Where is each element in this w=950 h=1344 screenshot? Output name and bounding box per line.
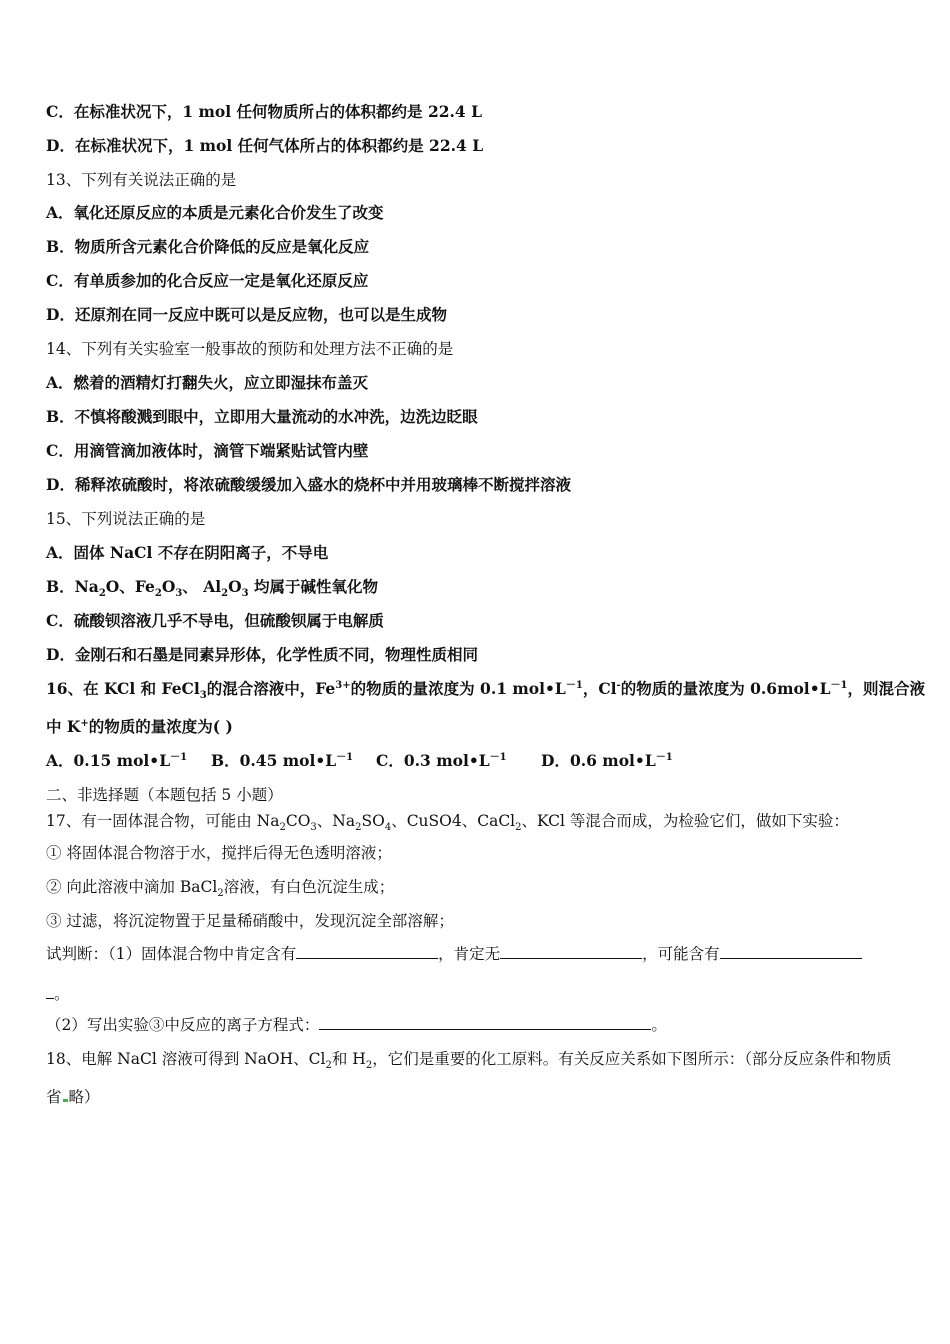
q17-part-2: （2）写出实验③中反应的离子方程式： 。 [46,1016,667,1034]
q17-step-1: ① 将固体混合物溶于水，搅拌后得无色透明溶液； [46,844,392,862]
q16-option-a: A．0.15 $mol•L^{-1}$ [46,751,188,770]
green-mark-icon [63,1099,68,1102]
answer-blank-possible[interactable] [720,943,862,959]
q14-option-d: D．稀释浓硫酸时，将浓硫酸缓缓加入盛水的烧杯中并用玻璃棒不断搅拌溶液 [46,475,571,494]
q16-stem-line2: 中 K+的物质的量浓度为( ) [46,717,233,736]
q15-option-d: D．金刚石和石墨是同素异形体，化学性质不同，物理性质相同 [46,645,478,664]
q15-option-b: B．$Na_2O$、$Fe_2O_3$、 $Al_2O_3$ 均属于碱性氧化物 [46,577,378,600]
section-2-heading: 二、非选择题（本题包括 5 小题） [46,786,283,804]
q14-stem: 14、下列有关实验室一般事故的预防和处理方法不正确的是 [46,340,454,358]
q15-stem: 15、下列说法正确的是 [46,510,206,528]
q17-step-3: ③ 过滤，将沉淀物置于足量稀硝酸中，发现沉淀全部溶解； [46,912,454,930]
q16-option-b: B．0.45 $mol•L^{-1}$ [211,751,354,770]
q18-stem-line1: 18、电解 NaCl 溶液可得到 NaOH、$Cl_2$和 $H_2$，它们是重要的化工原料。有关反应关系如下图所示：（部分反应条件和物质 [46,1050,892,1072]
q13-option-a: A．氧化还原反应的本质是元素化合价发生了改变 [46,203,384,222]
q13-option-d: D．还原剂在同一反应中既可以是反应物，也可以是生成物 [46,305,447,324]
q17-step-2: ② 向此溶液中滴加 BaCl$_2$溶液，有白色沉淀生成； [46,878,395,900]
answer-blank-ionic-equation[interactable] [319,1014,651,1030]
q17-stem: 17、有一固体混合物，可能由 $Na_2CO_3$、$Na_2SO_4$、CuSO4、CaCl$_2$、KCl 等混合而成，为检验它们，做如下实验： [46,812,849,834]
q14-option-c: C．用滴管滴加液体时，滴管下端紧贴试管内壁 [46,441,369,460]
q13-option-b: B．物质所含元素化合价降低的反应是氧化反应 [46,237,370,256]
q16-option-d: D．0.6 $mol•L^{-1}$ [541,751,673,770]
q16-option-c: C．0.3 $mol•L^{-1}$ [376,751,507,770]
q13-stem: 13、下列有关说法正确的是 [46,171,237,189]
answer-blank-contains[interactable] [296,943,438,959]
q13-option-c: C．有单质参加的化合反应一定是氧化还原反应 [46,271,369,290]
q12-option-d: D．在标准状况下，1 mol 任何气体所占的体积都约是 22.4 L [46,136,484,155]
answer-blank-continued[interactable] [46,983,54,999]
q17-judge-end: 。 [46,983,70,1005]
q17-judge-part1: 试判断：（1）固体混合物中肯定含有 ，肯定无 ，可能含有 [46,943,862,965]
answer-blank-excludes[interactable] [500,943,642,959]
q16-options [46,750,673,772]
q14-option-a: A．燃着的酒精灯打翻失火，应立即湿抹布盖灭 [46,373,369,392]
q16-stem-line1: 16、在 KCl 和 FeCl$_3$的混合溶液中，$Fe^{3+}$的物质的量浓度为 0.1 $mol•L^{-1}$，Cl-的物质的量浓度为 $0.6mol•L^{-1}$，则混合液 [46,679,925,702]
q15-option-a: A．固体 NaCl 不存在阴阳离子，不导电 [46,543,329,562]
q14-option-b: B．不慎将酸溅到眼中，立即用大量流动的水冲洗，边洗边眨眼 [46,407,478,426]
q15-option-c: C．硫酸钡溶液几乎不导电，但硫酸钡属于电解质 [46,611,384,630]
q12-option-c: C．在标准状况下，1 mol 任何物质所占的体积都约是 22.4 L [46,102,482,121]
q18-stem-line2: 省 略） [46,1088,100,1106]
